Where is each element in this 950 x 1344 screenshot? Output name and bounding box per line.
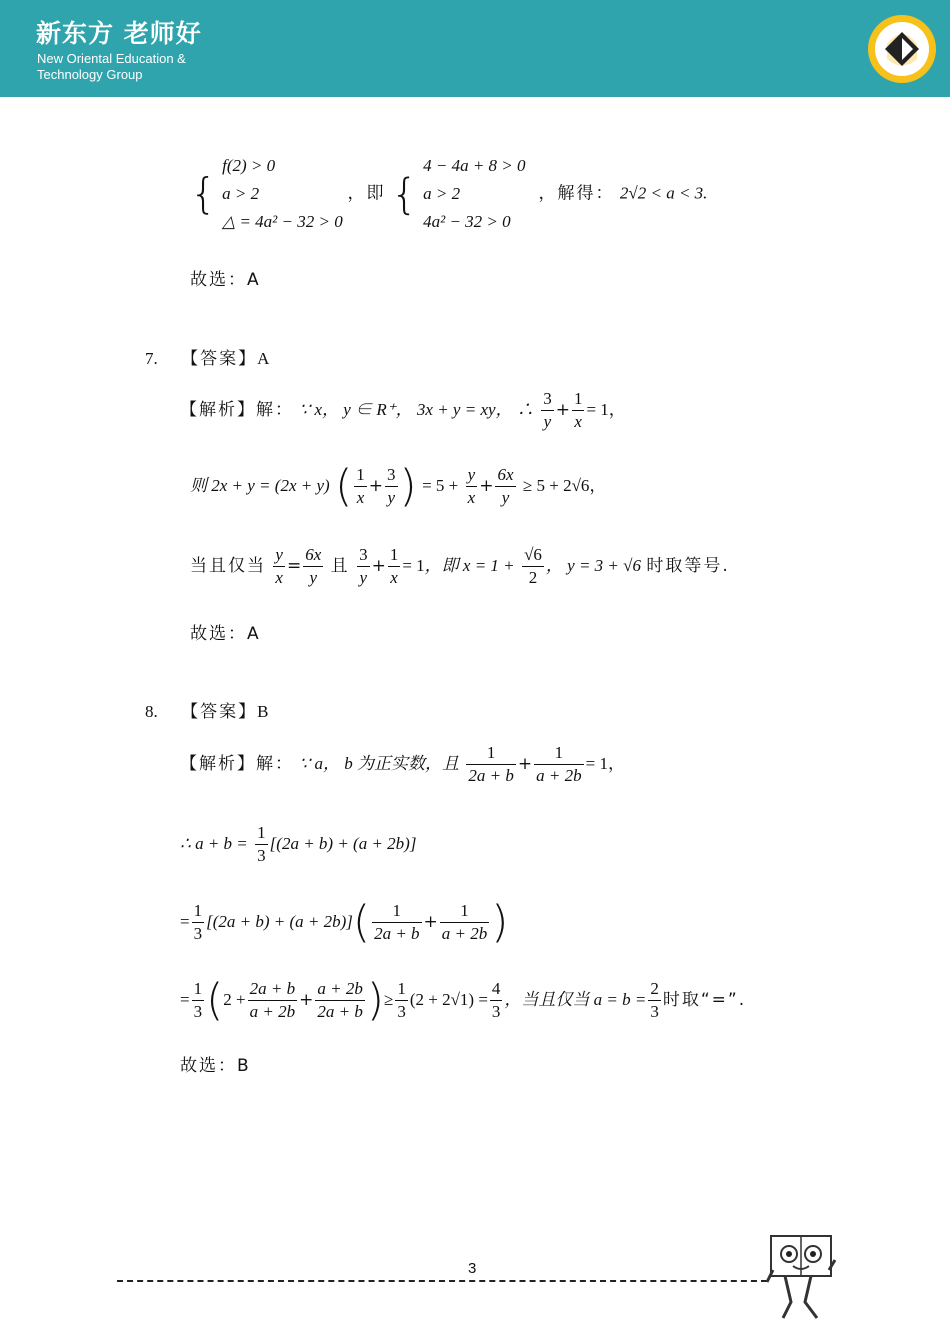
q7-answer-line: 7. 【答案】A [145, 349, 270, 369]
brand-name-cn: 新东方 老师好 [36, 19, 202, 48]
q6-system-line: { f(2) > 0 a > 2 △ = 4a² − 32 > 0 ，即 { 4 − 4a + 8 > 0 a > 2 4a² − 32 > 0 ，解得： 2√2 < a < 3. [190, 152, 707, 236]
q8-answer-line: 8. 【答案】B [145, 702, 269, 722]
q6-system-1: f(2) > 0 a > 2 △ = 4a² − 32 > 0 [222, 156, 343, 231]
footer-divider [117, 1280, 767, 1282]
q7-analysis-line1: 【解析】解： ∵ x， y ∈ R⁺， 3x + y = xy， ∴ $\frac{3}{y}$ + $\frac{1}{x}$ = 1， [180, 389, 626, 431]
q6-choose: 故选：A [190, 270, 261, 290]
q7-choose: 故选：A [190, 624, 261, 644]
q8-analysis-line1: 【解析】解： ∵ a， b 为正实数，且 $\frac{1}{2a + b}$ + $\frac{1}{a + 2b}$ = 1， [180, 743, 625, 785]
q8-choose: 故选：B [180, 1056, 251, 1076]
q7-analysis-line2: 则 2x + y = (2x + y) ( $\frac{1}{x}$ + $\frac{3}{y}$ ) = 5 + $\frac{y}{x}$ + $\frac{6x}{y}$ ≥ 5 + 2√6， [190, 460, 607, 512]
q8-analysis-line4: = $\frac{1}{3}$ (2 + $\frac{2a + b}{a + 2b}$ + $\frac{a + 2b}{2a + b}$ )≥ $\frac{1}{3}$ (2 + 2√1) = $\frac{4}{3}$ ，当且仅当 a = b = $\frac{2}{3}$ 时取“=”. [180, 974, 747, 1026]
page-header [0, 0, 950, 97]
q7-analysis-line3: 当且仅当 $\frac{y}{x}$ = $\frac{6x}{y}$ 且 $\frac{3}{y}$ + $\frac{1}{x}$ = 1，即 x = 1 + $\frac{√6}{2}$ ， y = 3 + √6 时取等号. [190, 545, 730, 587]
page-number: 3 [468, 1260, 477, 1277]
q6-system-2: 4 − 4a + 8 > 0 a > 2 4a² − 32 > 0 [423, 156, 526, 231]
brand-logo-icon [867, 14, 937, 84]
brand-name-en: New Oriental Education & Technology Group [37, 51, 186, 82]
q8-analysis-line2: ∴ a + b = $\frac{1}{3}$ [(2a + b) + (a + 2b)] [180, 823, 417, 865]
q8-analysis-line3: = $\frac{1}{3}$ [(2a + b) + (a + 2b)]( $\frac{1}{2a + b}$ + $\frac{1}{a + 2b}$ ) [180, 896, 509, 948]
mascot-icon [765, 1230, 837, 1320]
